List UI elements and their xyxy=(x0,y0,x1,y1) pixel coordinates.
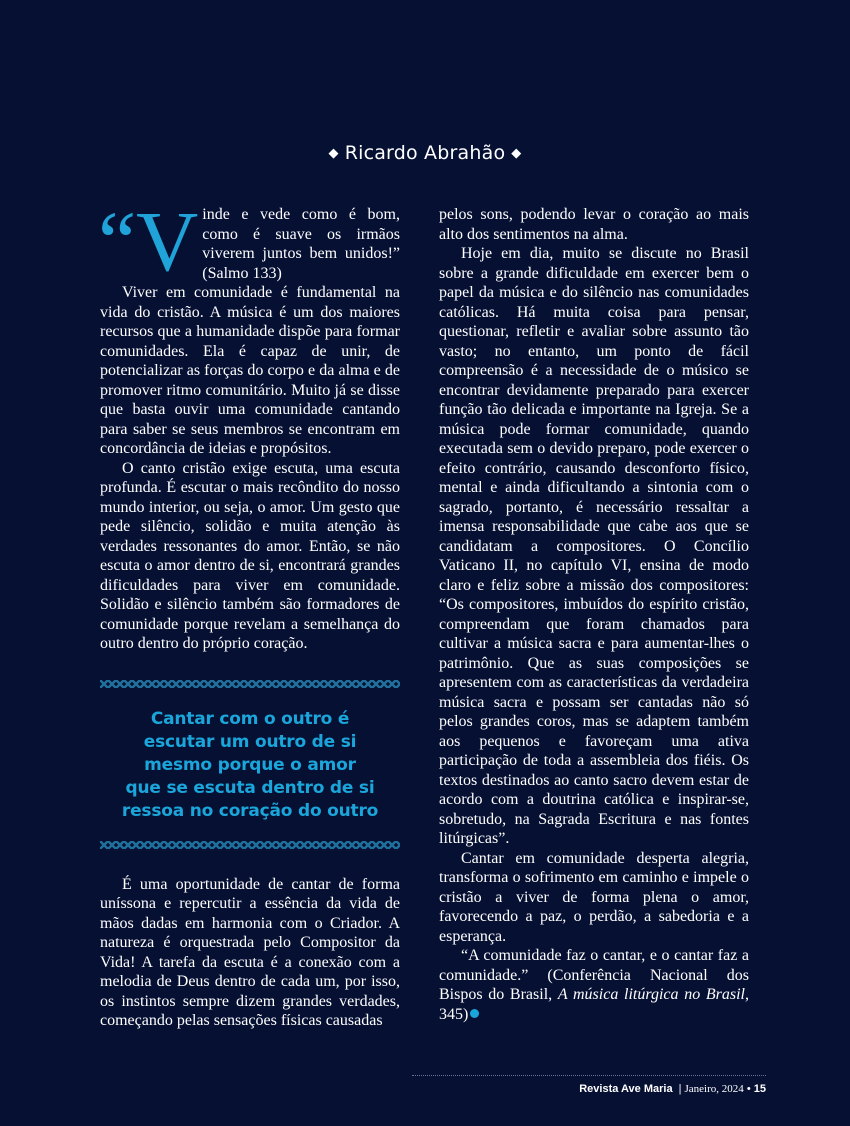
page-number: 15 xyxy=(753,1083,766,1095)
right-paragraph-1: Hoje em dia, muito se discute no Brasil sobre a grande dificuldade em exercer bem o papel da música e do silêncio nas comunidades católicas. Há muita coisa para pensar, questionar, refletir e avaliar sobre assunto tão vasto; no entanto, um ponto de fácil compreensão é a necessidade de o músico se encontrar devidamente preparado para exercer função tão delicada e importante na Igreja. Se a música pode formar comunidade, quando executada sem o devido preparo, pode exercer o efeito contrário, causando desconforto físico, mental e ainda dificultando a sintonia com o sagrado, portanto, é necessário ressaltar a imensa responsabilidade que cabe aos que se candidatam a compositores. O Concílio Vaticano II, no capítulo VI, ensina de modo claro e feliz sobre a missão dos compositores: “Os compositores, imbuídos do espírito cristão, compreendam que foram chamados para cultivar a música sacra e para aumentar-lhes o patrimônio. Que as suas composições se apresentem com as características da verdadeira música sacra e possam ser cantadas não só pelos grandes coros, mas se adaptem também aos pequenos e favoreçam uma ativa participação de toda a assembleia dos fiéis. Os textos destinados ao canto sacro devem estar de acordo com a doutrina católica e inspirar-se, sobretudo, na Sagrada Escritura e nas fontes litúrgicas”. xyxy=(439,245,749,847)
left-column xyxy=(98,193,400,1031)
diamond-left-icon: ◆ xyxy=(328,146,339,161)
book-title: A música litúrgica no Brasil xyxy=(557,986,745,1003)
right-paragraph-3 xyxy=(439,946,749,1024)
author-byline xyxy=(0,142,850,164)
footer-separator: | xyxy=(678,1083,682,1095)
author-name: Ricardo Abrahão xyxy=(344,142,506,164)
opening-text: inde e vede como é bom, como é suave os irmãos viverem juntos bem unidos!” (Salmo 133) xyxy=(202,206,400,282)
drop-cap-quote: “V xyxy=(98,193,199,289)
end-mark-icon xyxy=(470,1009,479,1018)
pull-quote-line: escutar um outro de si xyxy=(143,731,357,752)
pull-quote-line: que se escuta dentro de si xyxy=(125,777,375,798)
left-paragraph-1: Viver em comunidade é fundamental na vida do cristão. A música é um dos maiores recursos que a humanidade dispõe para formar comunidades. Ela é capaz de unir, de potencializar as forças do corpo e da alma e de promover ritmo comunitário. Muito já se disse que basta ouvir uma comunidade cantando para saber se seus membros se encontram em concordância de ideias e propósitos. xyxy=(100,284,400,457)
page-footer xyxy=(579,1083,766,1095)
magazine-name: Revista Ave Maria xyxy=(579,1083,673,1095)
pull-quote-line: ressoa no coração do outro xyxy=(121,800,379,821)
pull-quote xyxy=(100,708,400,823)
diamond-right-icon: ◆ xyxy=(511,146,522,161)
right-paragraph-0: pelos sons, podendo levar o coração ao mais alto dos sentimentos na alma. xyxy=(439,206,749,243)
pull-quote-line: mesmo porque o amor xyxy=(144,754,356,775)
left-paragraph-2: O canto cristão exige escuta, uma escuta profunda. É escutar o mais recôndito do nosso mundo interior, ou seja, o amor. Um gesto que pede silêncio, solidão e muita atenção às verdades ressonantes do amor. Então, se não escuta o amor dentro de si, encontrará grandes dificuldades para viver em comunidade. Solidão e silêncio também são formadores de comunidade porque revelam a semelhança do outro dentro do próprio coração. xyxy=(100,459,400,652)
closing-citation: , 345) xyxy=(439,986,749,1023)
divider-top xyxy=(100,680,400,688)
footer-bullet: • xyxy=(746,1083,751,1095)
footer-rule xyxy=(412,1075,766,1076)
pull-quote-line: Cantar com o outro é xyxy=(150,708,350,729)
issue-date: Janeiro, 2024 xyxy=(684,1083,744,1095)
divider-bottom xyxy=(100,841,400,849)
left-paragraph-3: É uma oportunidade de cantar de forma uníssona e repercutir a essência da vida de mãos dadas em harmonia com o Criador. A natureza é orquestrada pelo Compositor da Vida! A tarefa da escuta é a conexão com a melodia de Deus dentro de cada um, por isso, os instintos sempre dizem grandes verdades, começando pelas sensações físicas causadas xyxy=(100,875,400,1029)
closing-quote-text: “A comunidade faz o cantar, e o cantar faz a comunidade.” (Conferência Nacional dos Bispos do Brasil, xyxy=(439,947,749,1003)
right-paragraph-2: Cantar em comunidade desperta alegria, transforma o sofrimento em caminho e impele o cristão a viver de forma plena o amor, favorecendo a paz, o perdão, a sabedoria e a esperança. xyxy=(439,849,749,945)
right-column xyxy=(439,205,749,1024)
opening-paragraph xyxy=(98,193,400,289)
